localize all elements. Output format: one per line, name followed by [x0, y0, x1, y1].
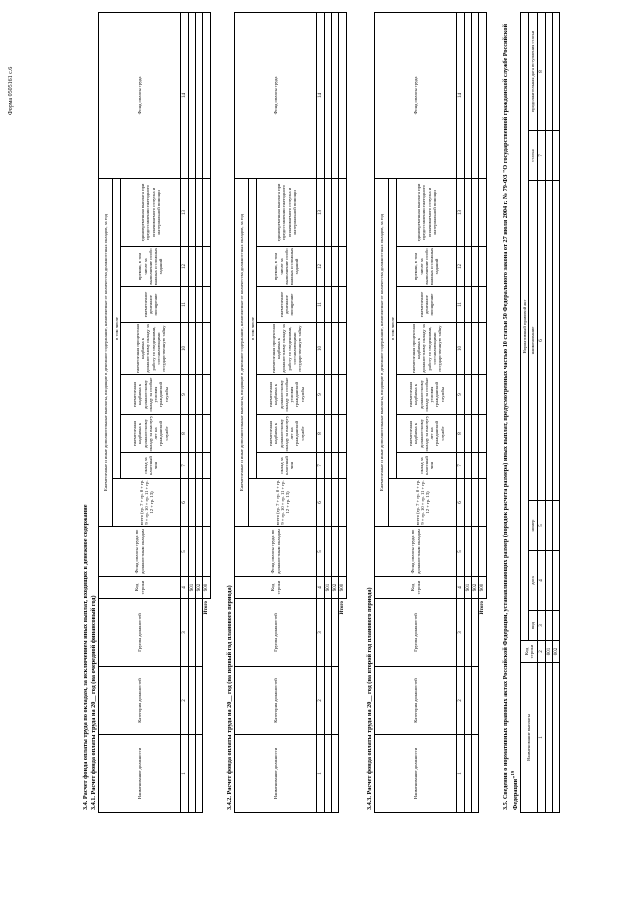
col-num: 13	[317, 178, 325, 246]
hdr-lump-sum: единовременная выплата при предоставлении ежегодного оплачиваемого отпуска и материальной помощи	[257, 178, 317, 246]
line-code: 901	[325, 577, 332, 599]
col-num: 1	[181, 735, 189, 813]
col-num: 3	[181, 599, 189, 667]
hdr-fot-salary: Фонд оплаты труда по должностным окладам	[235, 527, 317, 577]
hdr-bonus-secret: ежемесячная процентная надбавка к должностному окладу за работу со сведениями, составляющими государственную тайну	[397, 323, 457, 375]
col-num: 9	[317, 375, 325, 415]
hdr-fot: Фонд оплаты труда	[99, 12, 181, 178]
hdr-premium: премии, в том числе за выполнение особо важных и сложных заданий	[397, 247, 457, 287]
hdr-extra-payments: Ежемесячные и иные дополнительные выплаты, входящие в денежное содержание, начисляемые от количества должностных окладов, за год	[235, 178, 249, 526]
hdr-category: Категория должностей	[99, 667, 181, 735]
hdr-line-code: Код строки	[99, 577, 181, 599]
hdr-total: всего (гр. 7 + гр. 8 + гр. 9 + гр. 10 + гр. 11 + гр. 12 + гр. 13)	[113, 479, 181, 527]
col-num: 13	[457, 178, 465, 246]
col-num: 5	[457, 527, 465, 577]
col-num: 4	[457, 577, 465, 599]
section-3-5-title	[502, 10, 519, 810]
hdr-class-rank: оклад за классный чин	[257, 453, 317, 479]
col-num: 14	[457, 12, 465, 178]
col-num: 2	[317, 667, 325, 735]
col-num: 4	[181, 577, 189, 599]
hdr-bonus-secret: ежемесячная процентная надбавка к должностному окладу за работу со сведениями, составляющими государственную тайну	[121, 323, 181, 375]
col-num: 5	[317, 527, 325, 577]
col-num: 7	[538, 131, 546, 181]
col-num: 6	[317, 479, 325, 527]
col-num: 5	[181, 527, 189, 577]
line-code: 902	[472, 577, 479, 599]
line-code: 901	[189, 577, 196, 599]
line-code: 902	[196, 577, 203, 599]
col-num: 4	[538, 551, 546, 611]
col-num: 13	[181, 178, 189, 246]
total-code: 900	[339, 577, 346, 599]
col-num: 2	[181, 667, 189, 735]
hdr-monthly-promotion: ежемесячное денежное поощрение	[397, 287, 457, 323]
hdr35-article: статья	[529, 131, 538, 181]
hdr-fot: Фонд оплаты труда	[375, 12, 457, 178]
col-num: 14	[317, 12, 325, 178]
section-3-4-1-title: 3.4.1. Расчет фонда оплаты труда на 20__ год (на очередной финансовый год)	[90, 595, 97, 810]
section-3-4-2-title: 3.4.2. Расчет фонда оплаты труда на 20__ год (на первый год планового периода)	[226, 585, 233, 810]
hdr-bonus-service: ежемесячная надбавка к должностному окладу за выслугу лет на гражданской службе	[121, 415, 181, 453]
hdr-fot-salary: Фонд оплаты труда по должностным окладам	[375, 527, 457, 577]
col-num: 8	[538, 12, 546, 130]
hdr35-number: номер	[529, 501, 538, 551]
col-num: 11	[317, 287, 325, 323]
total-code: 900	[479, 577, 486, 599]
hdr-bonus-service: ежемесячная надбавка к должностному окладу за выслугу лет на гражданской службе	[397, 415, 457, 453]
hdr-in-that: в том числе	[389, 178, 397, 478]
hdr-class-rank: оклад за классный чин	[121, 453, 181, 479]
hdr-bonus-service: ежемесячная надбавка к должностному окладу за выслугу лет на гражданской службе	[257, 415, 317, 453]
hdr-total: всего (гр. 7 + гр. 8 + гр. 9 + гр. 10 + гр. 11 + гр. 12 + гр. 13)	[249, 479, 317, 527]
line-code: 901	[465, 577, 472, 599]
line-code: 902	[332, 577, 339, 599]
itogo-label: Итого	[480, 601, 486, 615]
section-3-5-footnote: 19	[510, 770, 515, 776]
hdr-lump-sum: единовременная выплата при предоставлении ежегодного оплачиваемого отпуска и материальной помощи	[397, 178, 457, 246]
hdr-monthly-promotion: ежемесячное денежное поощрение	[257, 287, 317, 323]
col-num: 6	[181, 479, 189, 527]
hdr-line-code: Код строки	[375, 577, 457, 599]
col-num: 5	[538, 501, 546, 551]
hdr-premium: премии, в том числе за выполнение особо важных и сложных заданий	[121, 247, 181, 287]
hdr-line-code: Код строки	[235, 577, 317, 599]
hdr35-kind: вид	[529, 611, 538, 641]
hdr-total: всего (гр. 7 + гр. 8 + гр. 9 + гр. 10 + гр. 11 + гр. 12 + гр. 13)	[389, 479, 457, 527]
hdr35-date: дата	[529, 551, 538, 611]
hdr-extra-payments: Ежемесячные и иные дополнительные выплаты, входящие в денежное содержание, начисляемые от количества должностных окладов, за год	[99, 178, 113, 526]
col-num: 3	[317, 599, 325, 667]
hdr-name-position: Наименование должности	[235, 735, 317, 813]
hdr-group: Группа должностей	[375, 599, 457, 667]
hdr-bonus-secret: ежемесячная процентная надбавка к должностному окладу за работу со сведениями, составляющими государственную тайну	[257, 323, 317, 375]
col-num: 10	[181, 323, 189, 375]
hdr35-line-code: Код строки	[521, 641, 538, 663]
table-3-4-1	[98, 12, 211, 813]
col-num: 12	[457, 247, 465, 287]
line-code: 002	[553, 641, 560, 663]
col-num: 7	[317, 453, 325, 479]
hdr-in-that: в том числе	[249, 178, 257, 478]
section-3-4-title: 3.4. Расчет фонда оплаты труда по окладам, за исключением иных выплат, входящих в денежное содержание	[82, 504, 89, 810]
col-num: 7	[181, 453, 189, 479]
hdr-in-that: в том числе	[113, 178, 121, 478]
section-3-4-3-title: 3.4.3. Расчет фонда оплаты труда на 20__ год (на второй год планового периода)	[366, 587, 373, 810]
col-num: 8	[181, 415, 189, 453]
hdr35-date-force: продолжительная дата вступления статьи	[529, 12, 538, 130]
col-num: 11	[181, 287, 189, 323]
col-num: 10	[317, 323, 325, 375]
col-num: 2	[538, 641, 546, 663]
col-num: 3	[538, 611, 546, 641]
itogo-label: Итого	[340, 601, 346, 615]
hdr-fot: Фонд оплаты труда	[235, 12, 317, 178]
line-code: 001	[546, 641, 553, 663]
form-id: Форма 0505161 с.6	[8, 66, 14, 115]
hdr-monthly-promotion: ежемесячное денежное поощрение	[121, 287, 181, 323]
col-num: 14	[181, 12, 189, 178]
col-num: 1	[457, 735, 465, 813]
col-num: 3	[457, 599, 465, 667]
table-3-4-2	[234, 12, 347, 813]
total-code: 900	[203, 577, 210, 599]
col-num: 8	[317, 415, 325, 453]
col-num: 9	[181, 375, 189, 415]
hdr-group: Группа должностей	[99, 599, 181, 667]
hdr-category: Категория должностей	[375, 667, 457, 735]
hdr-fot-salary: Фонд оплаты труда по должностным окладам	[99, 527, 181, 577]
col-num: 10	[457, 323, 465, 375]
col-num: 4	[317, 577, 325, 599]
hdr-premium: премии, в том числе за выполнение особо важных и сложных заданий	[257, 247, 317, 287]
hdr-bonus-special: ежемесячная надбавка к должностному окладу за особые условия гражданской службы	[121, 375, 181, 415]
hdr35-title: наименование	[529, 181, 538, 501]
col-num: 11	[457, 287, 465, 323]
hdr-class-rank: оклад за классный чин	[397, 453, 457, 479]
col-num: 9	[457, 375, 465, 415]
hdr-lump-sum: единовременная выплата при предоставлении ежегодного оплачиваемого отпуска и материальной помощи	[121, 178, 181, 246]
hdr-bonus-special: ежемесячная надбавка к должностному окладу за особые условия гражданской службы	[397, 375, 457, 415]
col-num: 12	[181, 247, 189, 287]
hdr-name-position: Наименование должности	[375, 735, 457, 813]
itogo-label: Итого	[204, 601, 210, 615]
hdr-category: Категория должностей	[235, 667, 317, 735]
table-3-4-3	[374, 12, 487, 813]
col-num: 7	[457, 453, 465, 479]
hdr-extra-payments: Ежемесячные и иные дополнительные выплаты, входящие в денежное содержание, начисляемые от количества должностных окладов, за год	[375, 178, 389, 526]
col-num: 1	[538, 663, 546, 813]
section-3-5-title-text: 3.5. Сведения о нормативных правовых актах Российской Федерации, устанавливающих размер (порядок расчета размера) иных выплат, предусмотренных частью 10 статьи 50 Федерального закона от 27 июля 2004 г. № 79-ФЗ "О государственной гражданской службе Российской Федерации"	[502, 23, 520, 810]
hdr35-normative-act: Нормативный правовой акт	[521, 12, 529, 640]
col-num: 6	[457, 479, 465, 527]
hdr-name-position: Наименование должности	[99, 735, 181, 813]
col-num: 12	[317, 247, 325, 287]
hdr-bonus-special: ежемесячная надбавка к должностному окладу за особые условия гражданской службы	[257, 375, 317, 415]
col-num: 8	[457, 415, 465, 453]
hdr-group: Группа должностей	[235, 599, 317, 667]
col-num: 6	[538, 181, 546, 501]
col-num: 2	[457, 667, 465, 735]
col-num: 1	[317, 735, 325, 813]
table-3-5	[520, 12, 560, 813]
hdr35-name-payment: Наименование выплаты	[521, 663, 538, 813]
